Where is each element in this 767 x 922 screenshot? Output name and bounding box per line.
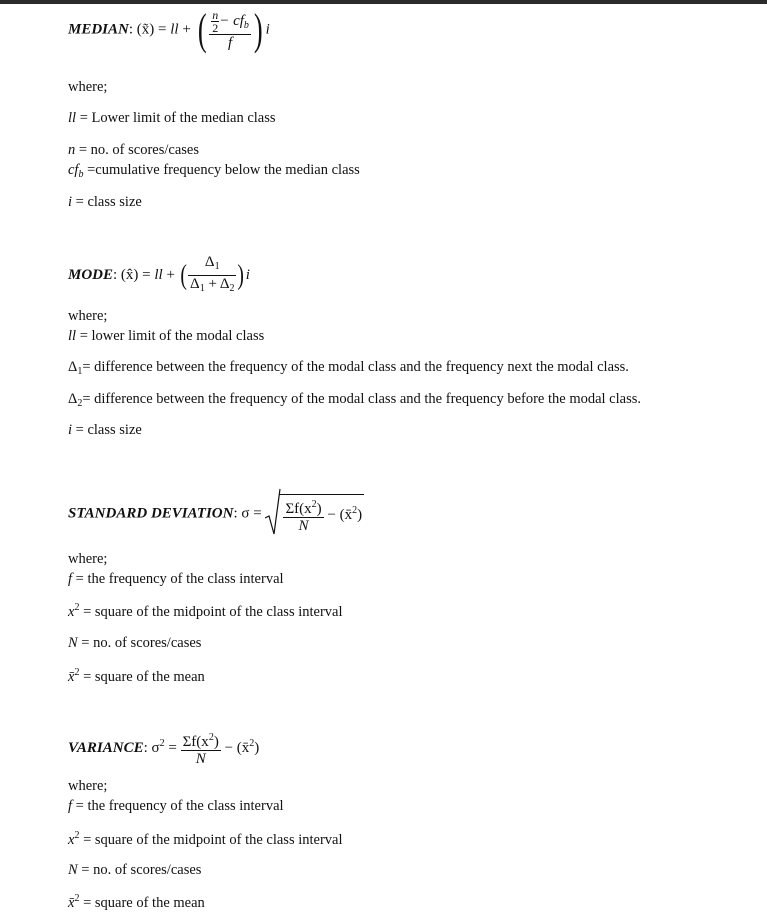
median-ll: ll	[170, 21, 179, 38]
variance-fraction: $\frac{\Sigma f(x^2)}{N}$	[182, 732, 219, 767]
mode-i: i	[245, 266, 250, 283]
variance-label: VARIANCE	[68, 739, 144, 756]
mode-ll: ll	[154, 266, 163, 283]
sd-def-mean2: x̄$^2$ = square of the mean	[68, 667, 205, 685]
mode-left-paren: (	[180, 259, 187, 291]
mode-def-i: i = class size	[68, 422, 142, 438]
mode-def-delta2: $\Delta_2=$ difference between the frequency of the modal class and the frequency before the modal class.	[68, 391, 641, 409]
sd-lhs: : σ =	[233, 505, 266, 522]
mode-formula	[68, 254, 250, 297]
median-def-cfb: $cf_b$ =cumulative frequency below the median class	[68, 162, 360, 180]
median-plus: +	[178, 21, 195, 38]
variance-def-f: f = the frequency of the class interval	[68, 798, 284, 814]
mode-def-delta1: $\Delta_1=$ difference between the frequency of the modal class and the frequency next the modal class.	[68, 359, 629, 377]
variance-def-mean2: x̄$^2$ = square of the mean	[68, 893, 205, 911]
median-where: where;	[68, 79, 108, 95]
sd-formula	[68, 494, 364, 534]
variance-formula: VARIANCE: $\sigma^2$ = $\frac{\Sigma f(x^2)}{N}$ − (x̄$^2$)	[68, 732, 260, 767]
median-def-ll: ll = Lower limit of the median class	[68, 110, 276, 126]
sd-def-n: N = no. of scores/cases	[68, 635, 202, 651]
mode-where: where;	[68, 308, 108, 324]
mode-fraction: $\frac{\Delta_1}{\Delta_1 + \Delta_2}$	[190, 254, 235, 294]
sd-def-x2: $x^2$ = square of the midpoint of the class interval	[68, 602, 343, 620]
mode-lhs: : (x̂) =	[113, 266, 155, 283]
median-i: i	[265, 21, 270, 38]
sd-sqrt: $\frac{\Sigma f(x^2)}{N}$ − (x̄$^2$)	[265, 494, 364, 534]
mode-def-ll: ll = lower limit of the modal class	[68, 328, 265, 344]
sd-fraction: $\frac{\Sigma f(x^2)}{N}$	[285, 499, 322, 534]
mode-label: MODE	[68, 266, 114, 283]
variance-def-x2: $x^2$ = square of the midpoint of the class interval	[68, 830, 343, 848]
median-def-n: n = no. of scores/cases	[68, 142, 199, 158]
median-f: f	[227, 35, 233, 51]
variance-where: where;	[68, 778, 108, 794]
median-n-over-2: $\frac{n}{2}$	[212, 8, 219, 35]
mode-right-paren: )	[237, 259, 245, 291]
mode-plus: +	[162, 266, 179, 283]
median-def-i: i = class size	[68, 194, 142, 210]
median-label: MEDIAN	[68, 21, 129, 38]
median-fraction: $\frac{n}{2}$ − $cf_b$ f	[209, 9, 251, 51]
median-formula	[68, 5, 270, 54]
sd-label: STANDARD DEVIATION	[68, 505, 234, 522]
sd-where: where;	[68, 551, 108, 567]
median-lhs: : (x̃) =	[128, 21, 171, 38]
sd-def-f: f = the frequency of the class interval	[68, 571, 284, 587]
variance-def-n: N = no. of scores/cases	[68, 862, 202, 878]
median-left-paren: (	[197, 5, 207, 54]
sqrt-icon	[265, 488, 281, 536]
median-right-paren: )	[253, 5, 263, 54]
